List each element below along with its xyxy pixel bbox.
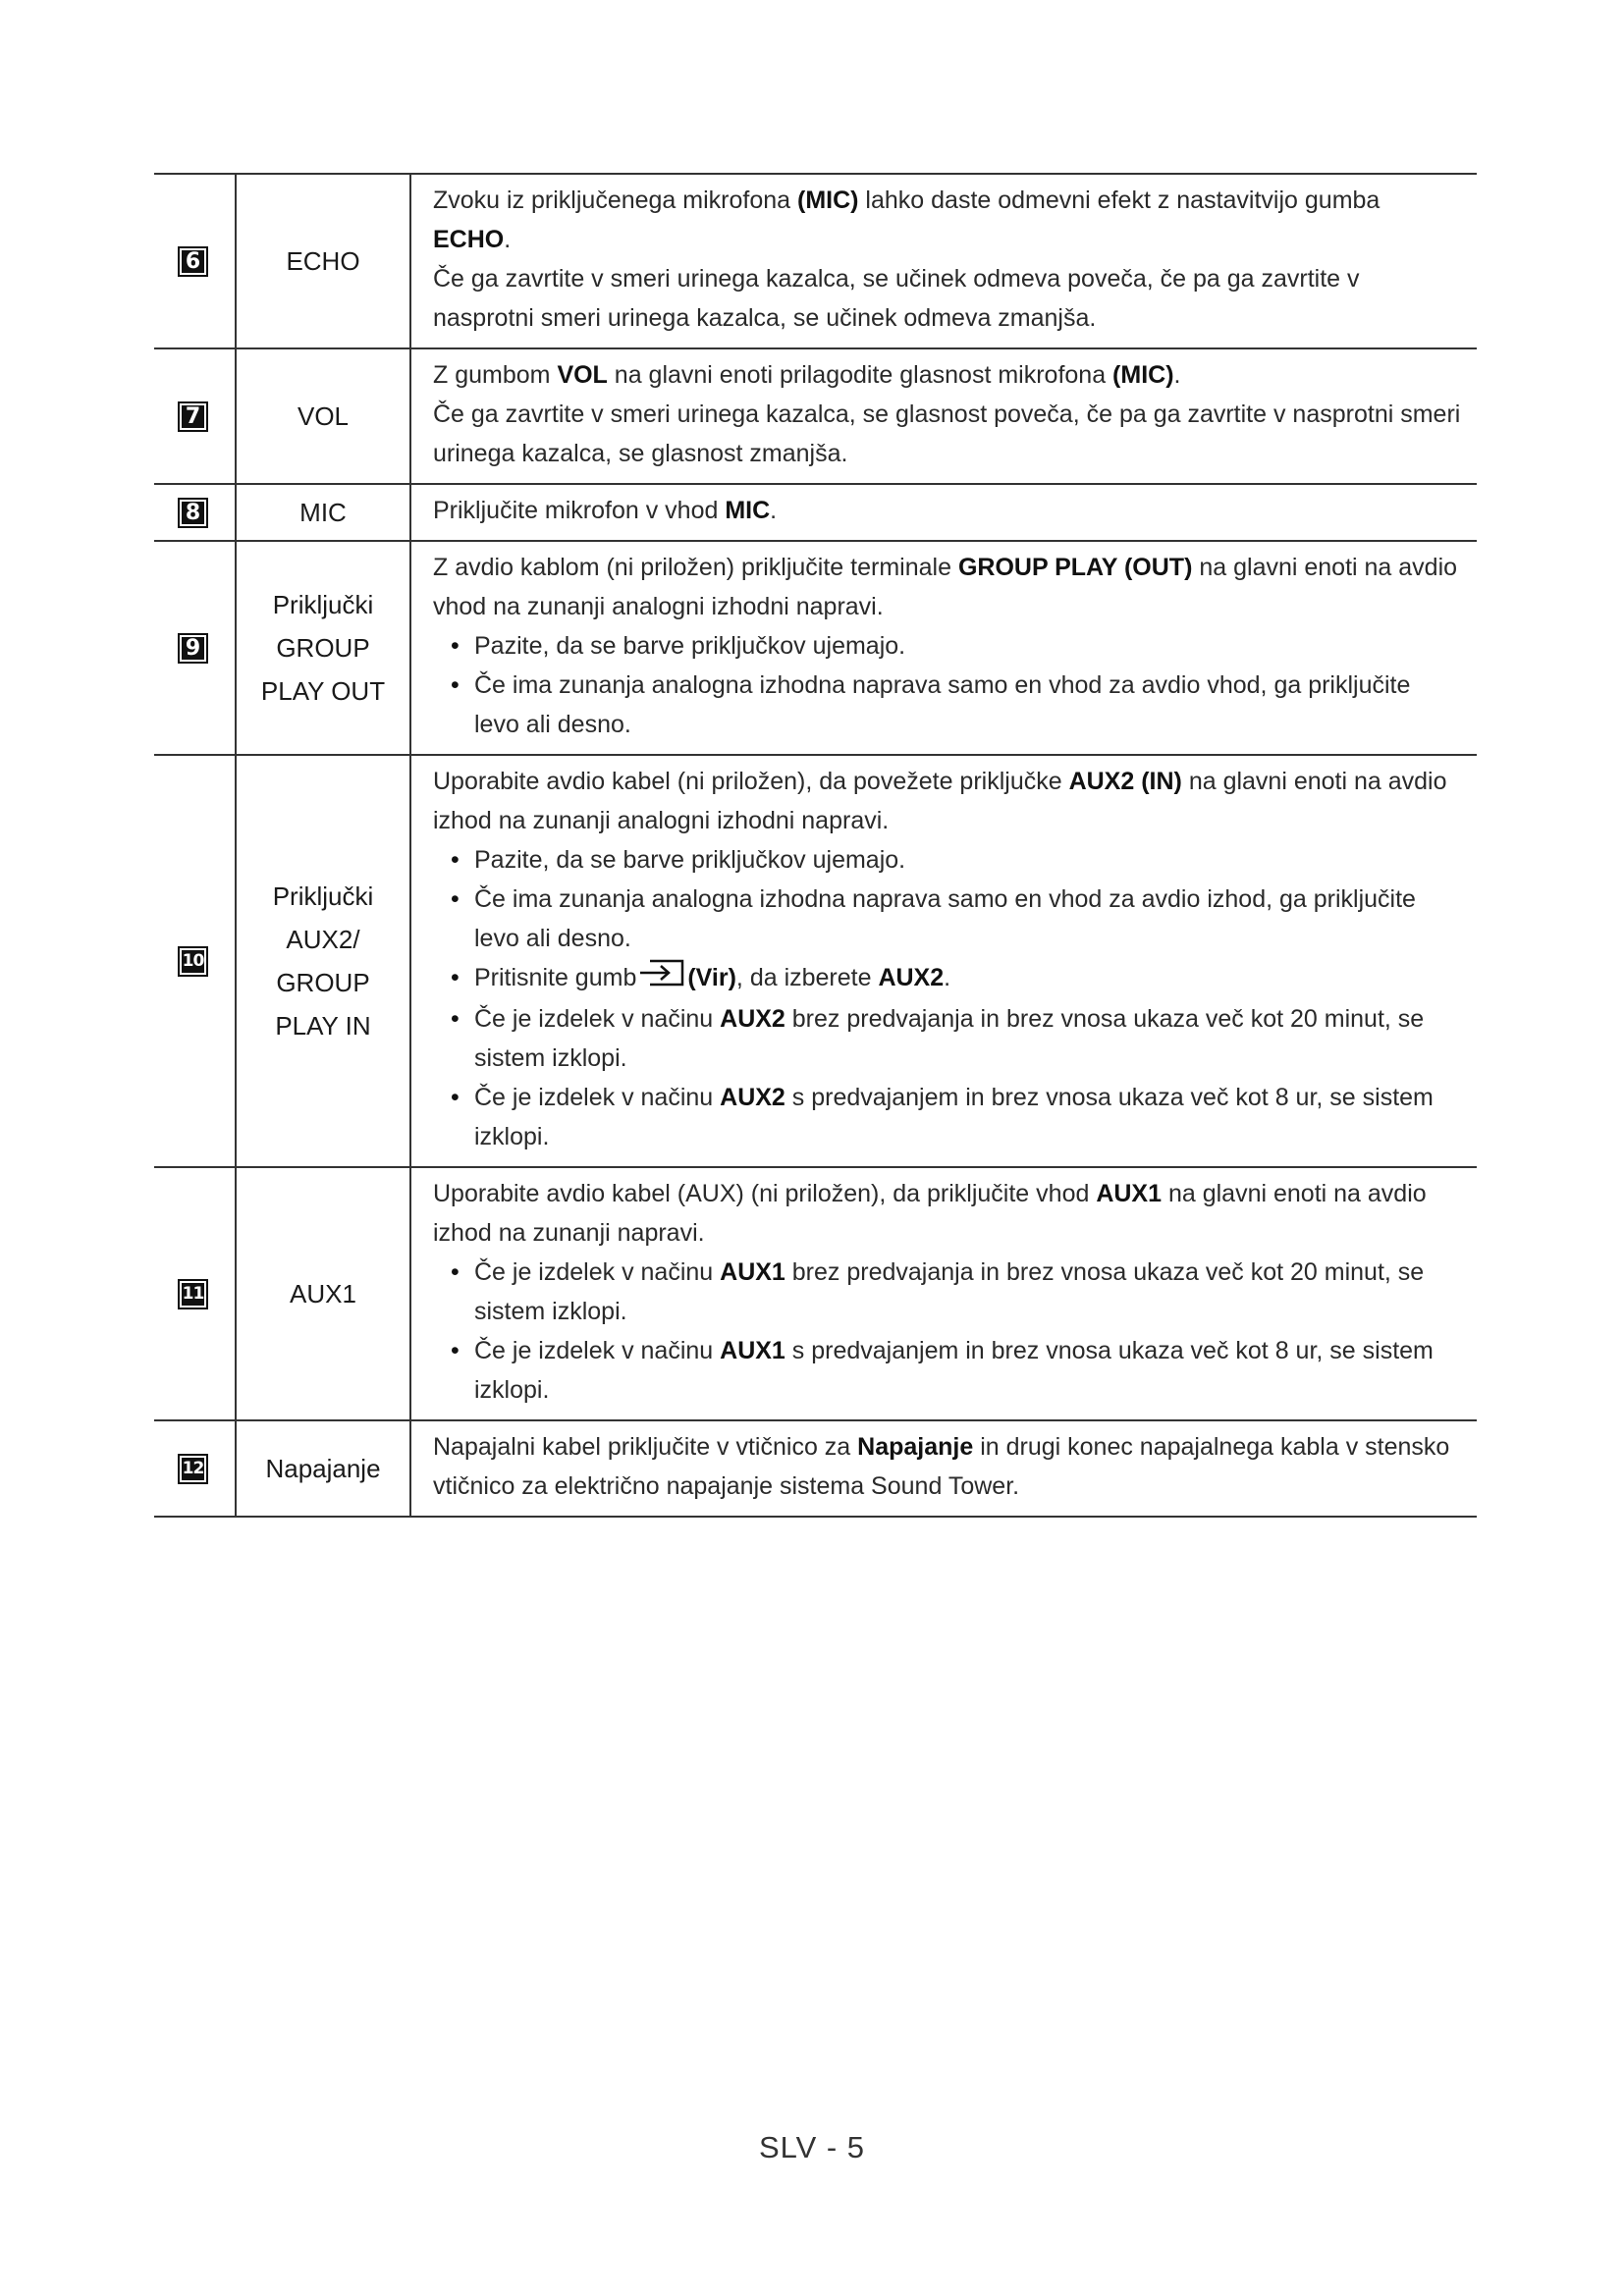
connector-name-line: VOL (297, 401, 350, 431)
text-run: Če ga zavrtite v smeri urinega kazalca, se glasnost poveča, če pa ga zavrtite v nasprotni smeri urinega kazalca, se glasnost zmanjša. (433, 400, 1461, 467)
text-run: s predvajanjem in brez vnosa ukaza več kot 8 ur, se sistem izklopi. (474, 1084, 1434, 1151)
description-paragraph (433, 762, 1461, 840)
description-paragraph (433, 1427, 1461, 1506)
text-run: Če ima zunanja analogna izhodna naprava samo en vhod za avdio izhod, ga priključite levo ali desno. (474, 885, 1416, 952)
item-number-badge (178, 498, 208, 528)
connector-name-line: Priključki (272, 590, 374, 619)
bold-text: VOL (557, 361, 608, 389)
bullet-list (433, 626, 1461, 744)
text-run: . (770, 497, 778, 524)
connector-name-line: Priključki (272, 881, 374, 912)
item-number-cell (154, 484, 236, 541)
item-number: 10 (182, 950, 204, 971)
bold-text: AUX1 (720, 1337, 785, 1365)
text-run: . (504, 226, 512, 253)
table-row-7 (154, 348, 1477, 484)
text-run: , da izberete (735, 964, 879, 991)
text-run: s predvajanjem in brez vnosa ukaza več kot 8 ur, se sistem izklopi. (474, 1337, 1434, 1405)
connector-description (410, 1167, 1477, 1420)
connector-name (236, 755, 410, 1167)
connector-description (410, 1420, 1477, 1517)
item-number: 12 (182, 1458, 204, 1478)
bold-text: MIC (725, 497, 771, 524)
bold-text: AUX1 (1096, 1180, 1163, 1208)
bullet-item (433, 1078, 1461, 1156)
description-paragraph (433, 259, 1461, 338)
text-run: Uporabite avdio kabel (ni priložen), da povežete priključke (433, 768, 1069, 795)
connector-name-line: PLAY IN (275, 1011, 371, 1041)
text-run: Če ima zunanja analogna izhodna naprava samo en vhod za avdio vhod, ga priključite levo ali desno. (474, 671, 1411, 738)
table-row-11 (154, 1167, 1477, 1420)
text-run: . (944, 964, 951, 991)
text-run: Če je izdelek v načinu (474, 1005, 721, 1034)
text-run: . (1173, 361, 1181, 389)
bullet-item (433, 880, 1461, 958)
item-number-badge (178, 633, 208, 664)
source-input-icon (638, 958, 685, 999)
page-number: SLV - 5 (758, 2130, 866, 2164)
bullet-item (433, 840, 1461, 880)
item-number-badge (178, 1279, 208, 1309)
connector-description (410, 174, 1477, 348)
text-run: lahko daste odmevni efekt z nastavitvijo gumba (858, 187, 1380, 214)
bullet-list (433, 840, 1461, 1156)
connector-name-line: MIC (299, 498, 347, 527)
text-run: Priključite mikrofon v vhod (433, 497, 726, 524)
item-number-badge (178, 946, 208, 977)
bullet-list (433, 1253, 1461, 1410)
description-paragraph (433, 181, 1461, 259)
text-run: brez predvajanja in brez vnosa ukaza več kot 20 minut, se sistem izklopi. (474, 1258, 1425, 1326)
description-paragraph (433, 355, 1461, 395)
item-number: 7 (182, 405, 204, 428)
connector-description (410, 484, 1477, 541)
item-number-cell (154, 1167, 236, 1420)
bold-text: AUX2 (878, 964, 945, 991)
connector-name-line: ECHO (286, 246, 360, 276)
table-row-6 (154, 174, 1477, 348)
bullet-item (433, 958, 1461, 999)
text-run: Če ga zavrtite v smeri urinega kazalca, se učinek odmeva poveča, če pa ga zavrtite v nasprotni smeri urinega kazalca, se učinek odmeva zmanjša. (433, 265, 1360, 332)
item-number-cell (154, 1420, 236, 1517)
bold-text: AUX1 (720, 1258, 785, 1287)
description-paragraph (433, 548, 1461, 626)
description-paragraph (433, 395, 1461, 473)
description-paragraph (433, 491, 1461, 530)
item-number-cell (154, 541, 236, 755)
table-row-8 (154, 484, 1477, 541)
bold-text: Napajanje (857, 1433, 974, 1462)
bold-text: AUX2 (720, 1084, 785, 1112)
text-run: Z avdio kablom (ni priložen) priključite terminale (433, 554, 958, 581)
connector-name (236, 541, 410, 755)
connector-name-line: AUX2/ (286, 925, 360, 955)
text-run: Z gumbom (433, 361, 558, 389)
item-number-badge (178, 246, 208, 277)
description-paragraph (433, 1174, 1461, 1253)
bold-text: GROUP PLAY (OUT) (957, 554, 1193, 581)
bullet-item (433, 1253, 1461, 1331)
bold-text: (Vir) (687, 964, 736, 991)
text-run: Pritisnite gumb (474, 964, 637, 991)
text-run: Uporabite avdio kabel (AUX) (ni priložen), da priključite vhod (433, 1180, 1097, 1208)
table-row-12 (154, 1420, 1477, 1517)
connector-name-line: GROUP (276, 968, 370, 998)
connector-description (410, 541, 1477, 755)
text-run: Če je izdelek v načinu (474, 1258, 721, 1287)
connector-name (236, 174, 410, 348)
bold-text: AUX2 (IN) (1068, 768, 1182, 795)
item-number-cell (154, 174, 236, 348)
item-number-badge (178, 401, 208, 432)
text-run: Pazite, da se barve priključkov ujemajo. (474, 846, 906, 874)
connector-name (236, 484, 410, 541)
connector-name-line: AUX1 (290, 1279, 356, 1309)
text-run: Če je izdelek v načinu (474, 1337, 721, 1365)
connector-table-body (154, 174, 1477, 1517)
text-run: na glavni enoti na avdio izhod na zunanji analogni izhodni napravi. (433, 768, 1447, 834)
table-row-10 (154, 755, 1477, 1167)
item-number: 11 (182, 1283, 204, 1304)
connector-description (410, 348, 1477, 484)
text-run: in drugi konec napajalnega kabla v stensko vtičnico za električno napajanje sistema Sound Tower. (433, 1433, 1450, 1501)
bold-text: AUX2 (720, 1005, 785, 1034)
bullet-item (433, 666, 1461, 744)
bullet-item (433, 1331, 1461, 1410)
text-run: Zvoku iz priključenega mikrofona (433, 187, 797, 214)
item-number-cell (154, 348, 236, 484)
text-run: na glavni enoti na avdio vhod na zunanji analogni izhodni napravi. (433, 554, 1458, 620)
item-number: 8 (182, 502, 204, 524)
item-number: 6 (182, 250, 204, 273)
connector-description (410, 755, 1477, 1167)
connector-name-line: PLAY OUT (260, 676, 386, 706)
text-run: na glavni enoti prilagodite glasnost mikrofona (607, 361, 1113, 389)
item-number: 9 (182, 637, 204, 660)
item-number-cell (154, 755, 236, 1167)
text-run: Napajalni kabel priključite v vtičnico za (433, 1433, 858, 1462)
connector-name (236, 1167, 410, 1420)
connector-name-line: Napajanje (265, 1454, 381, 1484)
bullet-item (433, 626, 1461, 666)
connector-name (236, 348, 410, 484)
connector-table (154, 173, 1477, 1518)
text-run: Če je izdelek v načinu (474, 1084, 721, 1112)
item-number-badge (178, 1454, 208, 1484)
text-run: brez predvajanja in brez vnosa ukaza več kot 20 minut, se sistem izklopi. (474, 1005, 1425, 1073)
table-row-9 (154, 541, 1477, 755)
bold-text: (MIC) (797, 187, 859, 214)
bold-text: (MIC) (1112, 361, 1174, 389)
text-run: Pazite, da se barve priključkov ujemajo. (474, 632, 906, 660)
bullet-item (433, 999, 1461, 1078)
bold-text: ECHO (433, 226, 505, 253)
connector-name (236, 1420, 410, 1517)
text-run: na glavni enoti na avdio izhod na zunanji napravi. (433, 1180, 1427, 1248)
connector-name-line: GROUP (276, 633, 370, 663)
